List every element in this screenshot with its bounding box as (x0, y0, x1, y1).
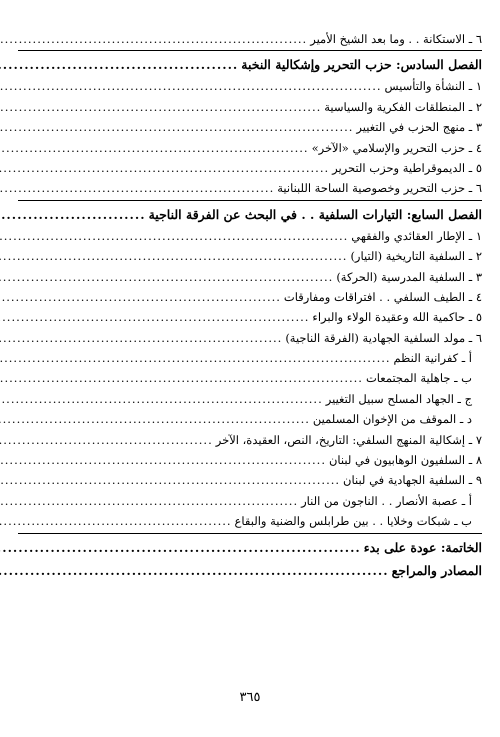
dot-leader (0, 450, 326, 470)
toc-item-row (18, 430, 482, 450)
toc-entry-title: ٦ ـ حزب التحرير وخصوصية الساحة اللبنانية (277, 181, 482, 196)
toc-item-row (18, 267, 482, 287)
toc-item-row (18, 76, 482, 96)
toc-entry-title: ٥ ـ حاكمية الله وعقيدة الولاء والبراء (312, 310, 482, 325)
toc-item-row (18, 328, 482, 348)
dot-leader (0, 307, 309, 327)
dot-leader (0, 117, 353, 137)
dot-leader (0, 226, 348, 246)
toc-entry-title: أ ـ عصبة الأنصار . . الناجون من النار (301, 493, 472, 508)
toc-entry-title: ٦ ـ الاستكانة . . وما بعد الشيخ الأمير (310, 32, 482, 46)
toc-entry-title: ٤ ـ الطيف السلفي . . افتراقات ومفارقات (283, 289, 482, 304)
toc-entry-title: الفصل السابع: التيارات السلفية . . في البحث عن الفرقة الناجية (148, 206, 482, 222)
toc-entry-title: ٢ ـ السلفية التاريخية (التيار) (350, 249, 482, 264)
toc-chapter-row (18, 536, 482, 559)
toc-entry-title: المصادر والمراجع (391, 562, 482, 578)
toc-entry-title: ٣ ـ منهج الحزب في التغيير (356, 120, 482, 135)
dot-leader (0, 328, 282, 348)
toc-item-row (18, 29, 482, 49)
dot-leader (0, 470, 340, 490)
dot-leader (0, 29, 307, 49)
dot-leader (0, 430, 213, 450)
dot-leader (0, 348, 391, 368)
toc-entry-title: ج ـ الجهاد المسلح سبيل التغيير (325, 391, 472, 406)
dot-leader (0, 178, 274, 198)
toc-subitem-row (18, 348, 482, 368)
toc-subitem-row (18, 389, 482, 409)
toc-item-row (18, 470, 482, 490)
toc-entry-title: أ ـ كفرانية النظم (393, 351, 472, 366)
toc-entry-title: ٨ ـ السلفيون الوهابيون في لبنان (328, 453, 482, 468)
dot-leader (0, 158, 329, 178)
dot-leader (0, 389, 323, 409)
toc-item-row (18, 307, 482, 327)
section-divider (18, 533, 482, 534)
toc-item-row (18, 226, 482, 246)
toc-item-row (18, 287, 482, 307)
section-divider (18, 50, 482, 51)
toc-subitem-row (18, 409, 482, 429)
dot-leader (0, 368, 363, 388)
section-divider (18, 200, 482, 201)
dot-leader (0, 53, 238, 76)
toc-entry-title: ب ـ شبكات وخلايا . . بين طرابلس والضنية والبقاع (234, 514, 472, 529)
toc-entry-title: ب ـ جاهلية المجتمعات (365, 371, 472, 386)
toc-entry-title: الخاتمة: عودة على بدء (363, 539, 482, 555)
dot-leader (0, 97, 321, 117)
dot-leader (0, 246, 347, 266)
dot-leader (0, 559, 389, 582)
dot-leader (0, 203, 146, 226)
toc-entry-title: ٦ ـ مولد السلفية الجهادية (الفرقة الناجية) (285, 330, 482, 345)
dot-leader (0, 511, 232, 531)
toc-subitem-row (18, 368, 482, 388)
toc-subitem-row (18, 511, 482, 531)
toc-chapter-row (18, 559, 482, 582)
dot-leader (0, 267, 333, 287)
toc-subitem-row (18, 491, 482, 511)
toc-item-row (18, 246, 482, 266)
toc-item-row (18, 97, 482, 117)
toc-item-row (18, 450, 482, 470)
toc-entry-title: ٤ ـ حزب التحرير والإسلامي «الآخر» (311, 140, 482, 155)
toc-entry-title: د ـ الموقف من الإخوان المسلمين (312, 412, 472, 427)
toc-item-row (18, 138, 482, 158)
dot-leader (0, 409, 310, 429)
toc-entry-title: ٢ ـ المنطلقات الفكرية والسياسية (324, 99, 482, 114)
dot-leader (0, 287, 281, 307)
dot-leader (0, 76, 382, 96)
toc-entry-title: ٥ ـ الديموقراطية وحزب التحرير (332, 160, 482, 175)
toc-entry-title: ١ ـ النشأة والتأسيس (384, 79, 482, 94)
table-of-contents (18, 29, 482, 582)
toc-entry-title: ٩ ـ السلفية الجهادية في لبنان (343, 473, 482, 488)
toc-item-row (18, 158, 482, 178)
dot-leader (0, 536, 361, 559)
toc-item-row (18, 117, 482, 137)
toc-entry-title: ١ ـ الإطار العقائدي والفقهي (351, 228, 482, 243)
toc-chapter-row (18, 53, 482, 76)
toc-item-row (18, 178, 482, 198)
toc-entry-title: ٧ ـ إشكالية المنهج السلفي: التاريخ، النص، العقيدة، الآخر (215, 432, 482, 447)
dot-leader (0, 138, 309, 158)
toc-entry-title: الفصل السادس: حزب التحرير وإشكالية النخبة (241, 57, 482, 73)
toc-entry-title: ٣ ـ السلفية المدرسية (الحركة) (336, 269, 482, 284)
toc-chapter-row (18, 203, 482, 226)
dot-leader (0, 491, 298, 511)
page-number: ٣٦٥ (239, 690, 261, 705)
